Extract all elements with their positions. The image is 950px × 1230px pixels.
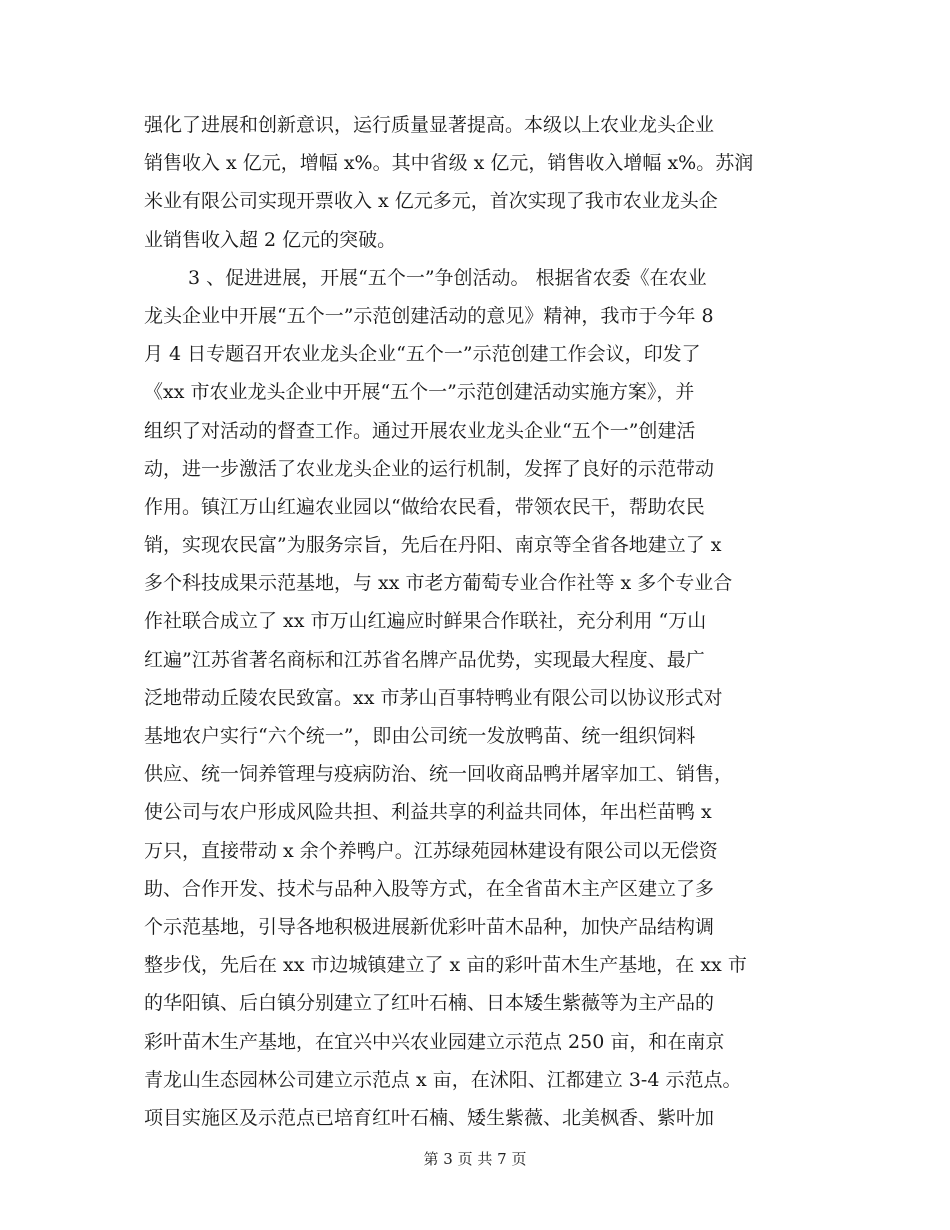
paragraph-start-line: 3 、促进进展，开展“五个一”争创活动。 根据省农委《在农业	[188, 266, 707, 289]
text-line: 销，实现农民富”为服务宗旨，先后在丹阳、南京等全省各地建立了 x	[144, 534, 722, 557]
text-line: 泛地带动丘陵农民致富。xx 市茅山百事特鸭业有限公司以协议形式对	[144, 686, 723, 709]
text-line: 米业有限公司实现开票收入 x 亿元多元，首次实现了我市农业龙头企	[144, 190, 718, 213]
text-line: 作用。镇江万山红遍农业园以“做给农民看，带领农民干，帮助农民	[144, 495, 705, 518]
text-line: 基地农户实行“六个统一”，即由公司统一发放鸭苗、统一组织饲料	[144, 725, 696, 747]
text-line: 项目实施区及示范点已培育红叶石楠、矮生紫薇、北美枫香、紫叶加	[144, 1106, 715, 1129]
text-line: 青龙山生态园林公司建立示范点 x 亩，在沭阳、江都建立 3-4 示范点。	[144, 1068, 742, 1091]
text-line: 个示范基地，引导各地积极进展新优彩叶苗木品种，加快产品结构调	[144, 915, 715, 938]
text-line: 龙头企业中开展“五个一”示范创建活动的意见》精神，我市于今年 8	[144, 304, 714, 327]
text-line: 《xx 市农业龙头企业中开展“五个一”示范创建活动实施方案》，并	[144, 381, 695, 404]
text-line: 使公司与农户形成风险共担、利益共享的利益共同体，年出栏苗鸭 x	[144, 801, 712, 824]
text-line: 多个科技成果示范基地，与 xx 市老方葡萄专业合作社等 x 多个专业合	[144, 572, 733, 595]
text-line: 销售收入 x 亿元，增幅 x%。其中省级 x 亿元，销售收入增幅 x%。苏润	[144, 152, 754, 175]
text-line: 红遍”江苏省著名商标和江苏省名牌产品优势，实现最大程度、最广	[144, 648, 705, 671]
page-number-footer: 第 3 页 共 7 页	[423, 1150, 527, 1168]
text-line: 强化了进展和创新意识，运行质量显著提高。本级以上农业龙头企业	[144, 114, 715, 136]
text-line: 的华阳镇、后白镇分别建立了红叶石楠、日本矮生紫薇等为主产品的	[144, 992, 715, 1015]
text-line: 月 4 日专题召开农业龙头企业“五个一”示范创建工作会议，印发了	[144, 343, 701, 366]
text-line: 助、合作开发、技术与品种入股等方式，在全省苗木主产区建立了多	[144, 877, 715, 900]
text-line: 彩叶苗木生产基地，在宜兴中兴农业园建立示范点 250 亩，和在南京	[144, 1030, 725, 1053]
text-line: 整步伐，先后在 xx 市边城镇建立了 x 亩的彩叶苗木生产基地，在 xx 市	[144, 954, 747, 977]
text-line: 业销售收入超 2 亿元的突破。	[144, 228, 397, 251]
text-line: 供应、统一饲养管理与疫病防治、统一回收商品鸭并屠宰加工、销售，	[144, 763, 734, 786]
text-line: 作社联合成立了 xx 市万山红遍应时鲜果合作联社，充分利用 “万山	[144, 610, 707, 633]
text-line: 万只，直接带动 x 余个养鸭户。江苏绿苑园林建设有限公司以无偿资	[144, 839, 718, 862]
document-body	[144, 106, 816, 1137]
text-line: 动，进一步激活了农业龙头企业的运行机制，发挥了良好的示范带动	[144, 457, 715, 480]
text-line: 组织了对活动的督查工作。通过开展农业龙头企业“五个一”创建活	[144, 419, 696, 442]
